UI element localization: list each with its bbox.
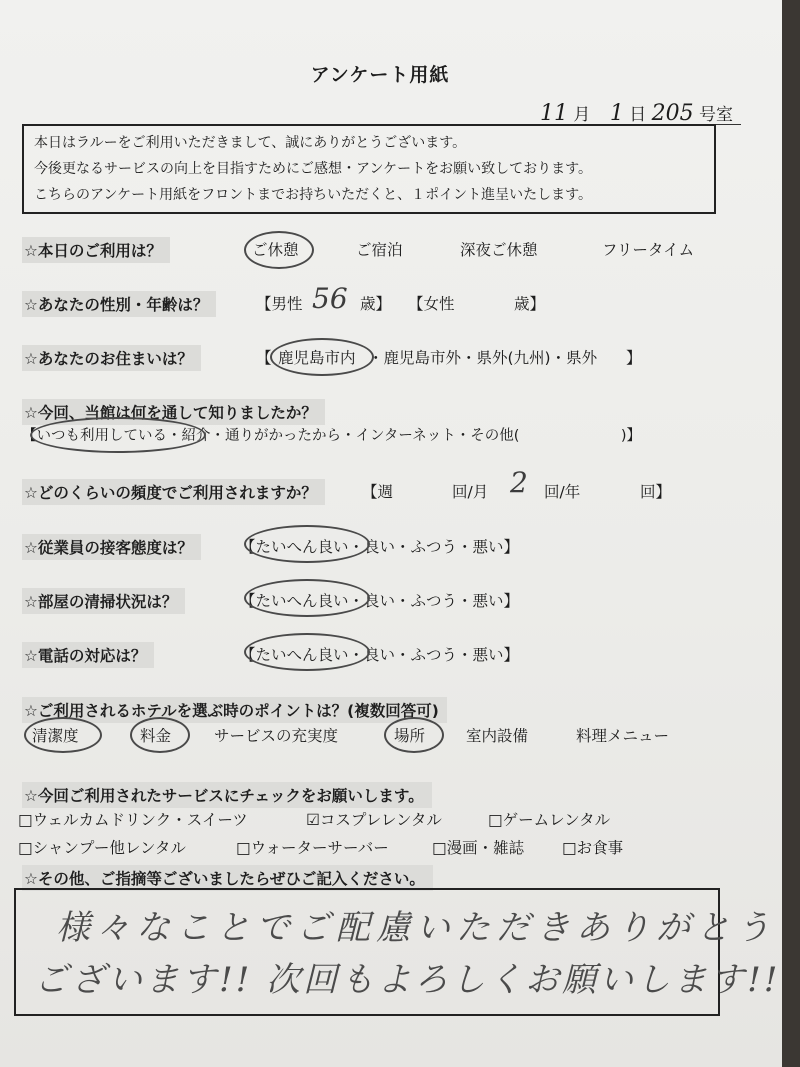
selected-circle xyxy=(270,338,374,376)
month-count-value: 2 xyxy=(510,466,528,499)
intro-line: 本日はラルーをご利用いただきまして、誠にありがとうございます。 xyxy=(34,135,467,151)
option-late-rest[interactable]: 深夜ご休憩 xyxy=(460,241,538,259)
service-welcome-drink[interactable]: □ウェルカムドリンク・スイーツ xyxy=(18,811,248,829)
option-price[interactable]: 料金 xyxy=(140,727,172,745)
male-label: 【男性 xyxy=(256,295,303,313)
male-age-unit: 歳】 xyxy=(360,295,392,313)
how-know-options[interactable]: 【いつも利用している・紹介・通りがかったから・インターネット・その他( )】 xyxy=(22,428,642,444)
option-room-facilities[interactable]: 室内設備 xyxy=(466,727,529,745)
question-phone-response: ☆電話の対応は？ xyxy=(22,642,154,668)
selected-circle xyxy=(244,525,370,563)
option-cleanliness[interactable]: 清潔度 xyxy=(32,727,79,745)
month-label: 月 xyxy=(573,105,591,125)
comment-line: ございます!! 次回もよろしくお願いします!! xyxy=(34,960,781,1000)
month-unit: 回/年 xyxy=(544,483,581,501)
day-value: 1 xyxy=(609,101,624,126)
week-label: 【週 xyxy=(362,483,394,501)
service-water-server[interactable]: □ウォーターサーバー xyxy=(236,839,389,857)
female-label: 【女性 xyxy=(408,295,455,313)
selected-circle xyxy=(244,231,314,269)
service-shampoo-rental[interactable]: □シャンプー他レンタル xyxy=(18,839,186,857)
option-rest[interactable]: ご休憩 xyxy=(252,241,299,259)
male-age-value: 56 xyxy=(312,282,348,315)
room-value: 205 xyxy=(651,101,694,126)
intro-box xyxy=(22,124,716,214)
question-hotel-points: ☆ご利用されるホテルを選ぶ時のポイントは？(複数回答可) xyxy=(22,697,447,723)
selected-circle xyxy=(244,579,370,617)
question-frequency: ☆どのくらいの頻度でご利用されますか？ xyxy=(22,479,325,505)
question-room-cleaning: ☆部屋の清掃状況は？ xyxy=(22,588,185,614)
option-location[interactable]: 場所 xyxy=(394,727,426,745)
selected-circle xyxy=(24,717,102,753)
staff-attitude-options[interactable]: 【たいへん良い・良い・ふつう・悪い】 xyxy=(240,538,520,556)
service-meals[interactable]: □お食事 xyxy=(562,839,624,857)
month-value: 11 xyxy=(540,101,568,126)
option-stay[interactable]: ご宿泊 xyxy=(356,241,403,259)
service-manga-magazine[interactable]: □漫画・雑誌 xyxy=(432,839,525,857)
bracket-close: 】 xyxy=(626,349,642,367)
selected-circle xyxy=(244,633,370,671)
service-cosplay-rental[interactable]: ☑コスプレレンタル xyxy=(306,811,442,829)
room-cleaning-options[interactable]: 【たいへん良い・良い・ふつう・悪い】 xyxy=(240,592,520,610)
selected-circle xyxy=(30,417,206,453)
question-residence: ☆あなたのお住まいは？ xyxy=(22,345,201,371)
question-comments: ☆その他、ご指摘等ございましたらぜひご記入ください。 xyxy=(22,865,433,891)
option-service[interactable]: サービスの充実度 xyxy=(214,727,339,745)
year-unit: 回】 xyxy=(640,483,672,501)
comment-line: 様々なことでご配慮いただきありがとう xyxy=(56,908,776,948)
bracket-open: 【 xyxy=(256,349,272,367)
intro-line: 今後更なるサービスの向上を目指すためにご感想・アンケートをお願い致しております。 xyxy=(34,161,593,177)
question-how-know: ☆今回、当館は何を通して知りましたか？ xyxy=(22,399,325,425)
selected-circle xyxy=(384,717,444,753)
service-game-rental[interactable]: □ゲームレンタル xyxy=(488,811,611,829)
intro-line: こちらのアンケート用紙をフロントまでお持ちいただくと、１ポイント進呈いたします。 xyxy=(34,187,593,203)
option-other-areas[interactable]: ・鹿児島市外・県外(九州)・県外 xyxy=(368,349,598,367)
option-kagoshima-city[interactable]: 鹿児島市内 xyxy=(278,349,356,367)
female-age-unit: 歳】 xyxy=(514,295,546,313)
selected-circle xyxy=(130,717,190,753)
option-free-time[interactable]: フリータイム xyxy=(602,241,695,259)
phone-response-options[interactable]: 【たいへん良い・良い・ふつう・悪い】 xyxy=(240,646,520,664)
week-unit: 回/月 xyxy=(452,483,489,501)
question-gender-age: ☆あなたの性別・年齢は？ xyxy=(22,291,216,317)
date-room-line xyxy=(540,100,733,126)
question-services-used: ☆今回ご利用されたサービスにチェックをお願いします。 xyxy=(22,782,432,808)
question-staff-attitude: ☆従業員の接客態度は？ xyxy=(22,534,201,560)
page-title: アンケート用紙 xyxy=(310,64,450,86)
day-label: 日 xyxy=(629,105,647,125)
comments-box[interactable] xyxy=(14,888,781,1016)
question-usage: ☆本日のご利用は？ xyxy=(22,237,170,263)
room-label: 号室 xyxy=(699,105,734,125)
option-food-menu[interactable]: 料理メニュー xyxy=(576,727,670,745)
